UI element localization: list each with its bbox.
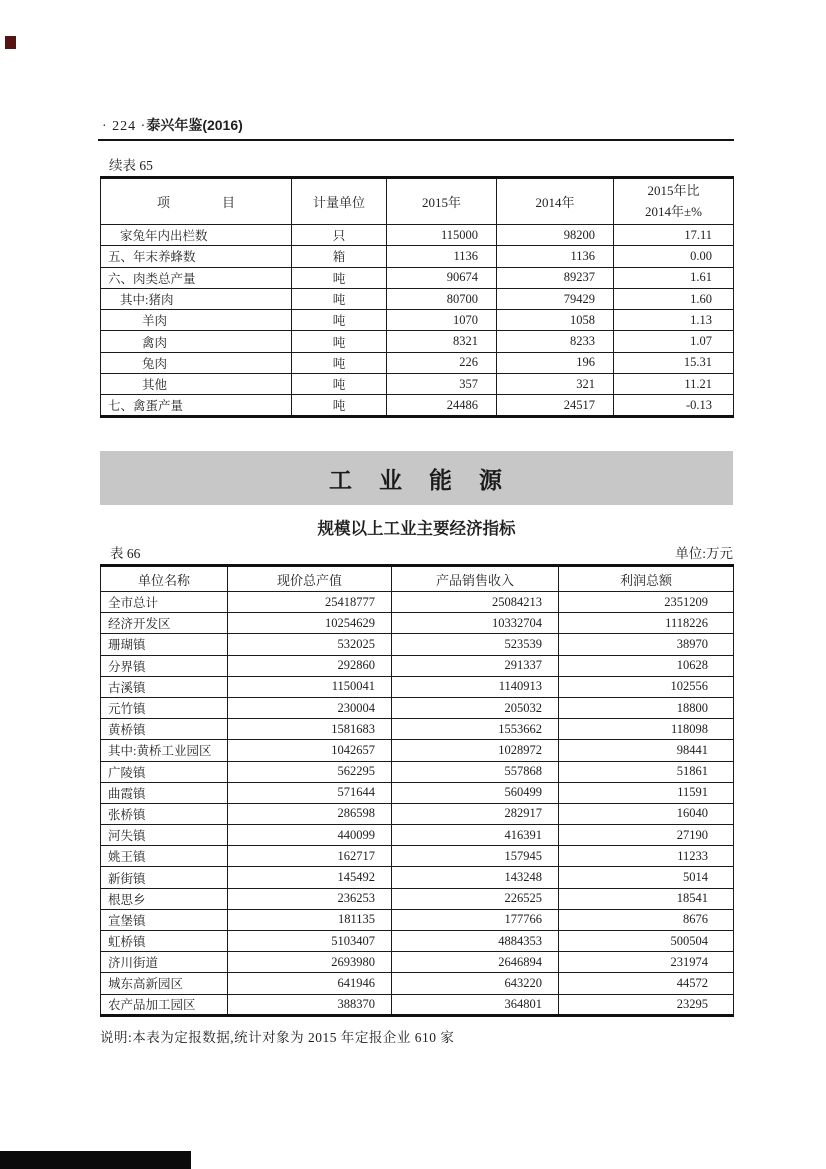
gross-output-cell: 162717 — [228, 846, 392, 867]
pct-change-cell: 11.21 — [614, 374, 734, 395]
total-profit-cell: 2351209 — [559, 592, 734, 613]
pct-change-cell: 1.61 — [614, 267, 734, 288]
unit-name-cell: 城东高新园区 — [101, 973, 228, 994]
book-title: 泰兴年鉴(2016) — [146, 117, 243, 133]
unit-name-cell: 张桥镇 — [101, 803, 228, 824]
gross-output-cell: 1150041 — [228, 676, 392, 697]
table-row — [101, 803, 734, 824]
scan-artifact-red-mark — [5, 36, 16, 49]
table-row — [101, 931, 734, 952]
unit-cell: 吨 — [292, 267, 387, 288]
pct-change-cell: 0.00 — [614, 246, 734, 267]
value-2014-cell: 1136 — [497, 246, 614, 267]
gross-output-cell: 292860 — [228, 655, 392, 676]
table-row — [101, 374, 734, 395]
value-2014-cell: 98200 — [497, 225, 614, 246]
gross-output-cell: 181135 — [228, 909, 392, 930]
gross-output-cell: 388370 — [228, 994, 392, 1015]
scan-artifact-black-bar — [0, 1151, 191, 1169]
total-profit-cell: 18800 — [559, 697, 734, 718]
pct-header-line2: 2014年±% — [645, 203, 702, 219]
gross-output-cell: 641946 — [228, 973, 392, 994]
unit-name-cell: 全市总计 — [101, 592, 228, 613]
table65-livestock-output — [100, 176, 734, 418]
table-row — [101, 952, 734, 973]
value-2014-cell: 1058 — [497, 310, 614, 331]
table-row — [101, 655, 734, 676]
gross-output-cell: 145492 — [228, 867, 392, 888]
unit-name-cell: 河失镇 — [101, 825, 228, 846]
table-row — [101, 825, 734, 846]
total-profit-cell: 11591 — [559, 782, 734, 803]
value-2015-cell: 357 — [387, 374, 497, 395]
total-profit-cell: 44572 — [559, 973, 734, 994]
value-2015-cell: 115000 — [387, 225, 497, 246]
pct-change-cell: 15.31 — [614, 352, 734, 373]
unit-cell: 箱 — [292, 246, 387, 267]
sales-revenue-cell: 143248 — [392, 867, 559, 888]
section-banner-industry-energy: 工 业 能 源 — [100, 451, 733, 505]
gross-output-cell: 440099 — [228, 825, 392, 846]
col-header-item: 项 目 — [101, 178, 292, 225]
total-profit-cell: 38970 — [559, 634, 734, 655]
table-row — [101, 288, 734, 309]
table-row — [101, 225, 734, 246]
sales-revenue-cell: 282917 — [392, 803, 559, 824]
col-header-unit-name: 单位名称 — [101, 566, 228, 592]
unit-name-cell: 黄桥镇 — [101, 719, 228, 740]
value-2015-cell: 1070 — [387, 310, 497, 331]
sales-revenue-cell: 643220 — [392, 973, 559, 994]
col-header-pct-change — [614, 178, 734, 225]
total-profit-cell: 118098 — [559, 719, 734, 740]
sales-revenue-cell: 560499 — [392, 782, 559, 803]
table-row — [101, 613, 734, 634]
unit-name-cell: 其中:黄桥工业园区 — [101, 740, 228, 761]
col-header-unit: 计量单位 — [292, 178, 387, 225]
pct-change-cell: -0.13 — [614, 395, 734, 416]
value-2015-cell: 226 — [387, 352, 497, 373]
unit-name-cell: 姚王镇 — [101, 846, 228, 867]
table-row — [101, 676, 734, 697]
sales-revenue-cell: 557868 — [392, 761, 559, 782]
value-2014-cell: 8233 — [497, 331, 614, 352]
pct-change-cell: 17.11 — [614, 225, 734, 246]
table-row — [101, 994, 734, 1015]
value-2015-cell: 80700 — [387, 288, 497, 309]
sales-revenue-cell: 1553662 — [392, 719, 559, 740]
total-profit-cell: 16040 — [559, 803, 734, 824]
gross-output-cell: 1042657 — [228, 740, 392, 761]
table65-header-row — [101, 178, 734, 225]
table-row — [101, 592, 734, 613]
gross-output-cell: 230004 — [228, 697, 392, 718]
col-header-total-profit: 利润总额 — [559, 566, 734, 592]
item-cell: 家兔年内出栏数 — [101, 225, 292, 246]
total-profit-cell: 231974 — [559, 952, 734, 973]
unit-name-cell: 广陵镇 — [101, 761, 228, 782]
total-profit-cell: 51861 — [559, 761, 734, 782]
unit-name-cell: 济川街道 — [101, 952, 228, 973]
unit-name-cell: 农产品加工园区 — [101, 994, 228, 1015]
page-header — [102, 115, 243, 135]
page-number: · 224 · — [102, 119, 147, 134]
total-profit-cell: 11233 — [559, 846, 734, 867]
table-row — [101, 761, 734, 782]
sales-revenue-cell: 25084213 — [392, 592, 559, 613]
unit-cell: 吨 — [292, 331, 387, 352]
total-profit-cell: 98441 — [559, 740, 734, 761]
unit-name-cell: 经济开发区 — [101, 613, 228, 634]
table66-caption: 表 66 — [110, 546, 141, 561]
col-header-2014: 2014年 — [497, 178, 614, 225]
total-profit-cell: 8676 — [559, 909, 734, 930]
table-row — [101, 719, 734, 740]
table-row — [101, 634, 734, 655]
unit-note: 单位:万元 — [675, 546, 733, 561]
pct-header-line1: 2015年比 — [647, 183, 700, 199]
item-cell: 六、肉类总产量 — [101, 267, 292, 288]
table-row — [101, 740, 734, 761]
table-row — [101, 867, 734, 888]
gross-output-cell: 562295 — [228, 761, 392, 782]
col-header-2015: 2015年 — [387, 178, 497, 225]
table-row — [101, 697, 734, 718]
header-rule — [98, 139, 734, 141]
value-2015-cell: 90674 — [387, 267, 497, 288]
unit-cell: 吨 — [292, 395, 387, 416]
total-profit-cell: 10628 — [559, 655, 734, 676]
unit-cell: 吨 — [292, 310, 387, 331]
sales-revenue-cell: 291337 — [392, 655, 559, 676]
unit-cell: 吨 — [292, 288, 387, 309]
table66-header-row — [101, 566, 734, 592]
total-profit-cell: 5014 — [559, 867, 734, 888]
value-2015-cell: 24486 — [387, 395, 497, 416]
table66-footnote: 说明:本表为定报数据,统计对象为 2015 年定报企业 610 家 — [100, 1030, 455, 1045]
item-cell: 禽肉 — [101, 331, 292, 352]
item-cell: 五、年末养蜂数 — [101, 246, 292, 267]
sales-revenue-cell: 1028972 — [392, 740, 559, 761]
item-cell: 兔肉 — [101, 352, 292, 373]
gross-output-cell: 236253 — [228, 888, 392, 909]
table-row — [101, 267, 734, 288]
total-profit-cell: 102556 — [559, 676, 734, 697]
sales-revenue-cell: 2646894 — [392, 952, 559, 973]
gross-output-cell: 10254629 — [228, 613, 392, 634]
gross-output-cell: 1581683 — [228, 719, 392, 740]
unit-cell: 只 — [292, 225, 387, 246]
table65-caption: 续表 65 — [109, 158, 153, 173]
gross-output-cell: 532025 — [228, 634, 392, 655]
table66-title: 规模以上工业主要经济指标 — [317, 520, 516, 538]
sales-revenue-cell: 226525 — [392, 888, 559, 909]
unit-name-cell: 根思乡 — [101, 888, 228, 909]
unit-name-cell: 新街镇 — [101, 867, 228, 888]
table-row — [101, 310, 734, 331]
gross-output-cell: 286598 — [228, 803, 392, 824]
value-2014-cell: 79429 — [497, 288, 614, 309]
pct-change-cell: 1.07 — [614, 331, 734, 352]
unit-cell: 吨 — [292, 352, 387, 373]
table66-industry-indicators — [100, 564, 734, 1017]
unit-name-cell: 珊瑚镇 — [101, 634, 228, 655]
value-2014-cell: 321 — [497, 374, 614, 395]
unit-name-cell: 曲霞镇 — [101, 782, 228, 803]
unit-name-cell: 元竹镇 — [101, 697, 228, 718]
total-profit-cell: 1118226 — [559, 613, 734, 634]
table-row — [101, 909, 734, 930]
total-profit-cell: 500504 — [559, 931, 734, 952]
gross-output-cell: 2693980 — [228, 952, 392, 973]
gross-output-cell: 5103407 — [228, 931, 392, 952]
pct-change-cell: 1.13 — [614, 310, 734, 331]
value-2015-cell: 1136 — [387, 246, 497, 267]
value-2014-cell: 196 — [497, 352, 614, 373]
total-profit-cell: 27190 — [559, 825, 734, 846]
total-profit-cell: 23295 — [559, 994, 734, 1015]
col-header-sales-revenue: 产品销售收入 — [392, 566, 559, 592]
unit-cell: 吨 — [292, 374, 387, 395]
sales-revenue-cell: 1140913 — [392, 676, 559, 697]
table-row — [101, 352, 734, 373]
item-cell: 羊肉 — [101, 310, 292, 331]
table-row — [101, 973, 734, 994]
table-row — [101, 395, 734, 416]
table-row — [101, 846, 734, 867]
col-header-gross-output: 现价总产值 — [228, 566, 392, 592]
unit-name-cell: 分界镇 — [101, 655, 228, 676]
gross-output-cell: 25418777 — [228, 592, 392, 613]
sales-revenue-cell: 416391 — [392, 825, 559, 846]
item-cell: 七、禽蛋产量 — [101, 395, 292, 416]
unit-name-cell: 虹桥镇 — [101, 931, 228, 952]
sales-revenue-cell: 205032 — [392, 697, 559, 718]
table-row — [101, 782, 734, 803]
table-row — [101, 888, 734, 909]
sales-revenue-cell: 364801 — [392, 994, 559, 1015]
sales-revenue-cell: 10332704 — [392, 613, 559, 634]
item-cell: 其中:猪肉 — [101, 288, 292, 309]
table-row — [101, 246, 734, 267]
sales-revenue-cell: 523539 — [392, 634, 559, 655]
sales-revenue-cell: 177766 — [392, 909, 559, 930]
value-2015-cell: 8321 — [387, 331, 497, 352]
pct-change-cell: 1.60 — [614, 288, 734, 309]
unit-name-cell: 宣堡镇 — [101, 909, 228, 930]
gross-output-cell: 571644 — [228, 782, 392, 803]
value-2014-cell: 89237 — [497, 267, 614, 288]
sales-revenue-cell: 157945 — [392, 846, 559, 867]
item-cell: 其他 — [101, 374, 292, 395]
value-2014-cell: 24517 — [497, 395, 614, 416]
sales-revenue-cell: 4884353 — [392, 931, 559, 952]
unit-name-cell: 古溪镇 — [101, 676, 228, 697]
table-row — [101, 331, 734, 352]
total-profit-cell: 18541 — [559, 888, 734, 909]
